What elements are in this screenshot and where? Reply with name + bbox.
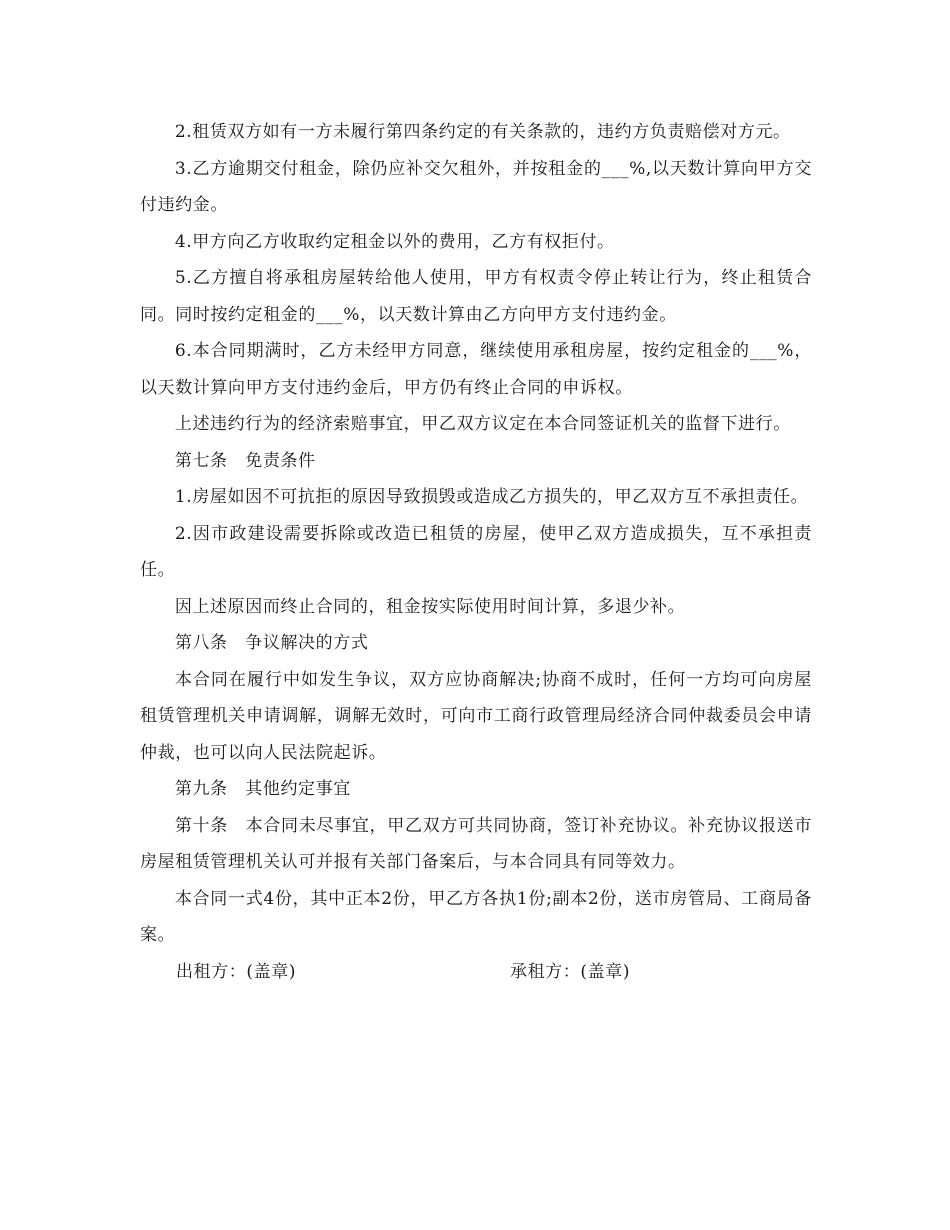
signature-row <box>140 954 812 991</box>
clause-paragraph: 6.本合同期满时，乙方未经甲方同意，继续使用承租房屋，按约定租金的___%，以天数计算向甲方支付违约金后，甲方仍有终止合同的申诉权。 <box>140 341 812 398</box>
document-body <box>140 114 812 990</box>
article-heading: 第九条 其他约定事宜 <box>174 779 351 799</box>
clause-paragraph: 3.乙方逾期交付租金，除仍应补交欠租外，并按租金的___%,以天数计算向甲方交付违约金。 <box>140 158 812 215</box>
lessor-signature: 出租方：(盖章) <box>176 961 297 982</box>
clause-paragraph: 本合同在履行中如发生争议，双方应协商解决;协商不成时，任何一方均可向房屋租赁管理机关申请调解，调解无效时，可向市工商行政管理局经济合同仲裁委员会申请仲裁，也可以向人民法院起诉。 <box>140 669 812 763</box>
clause-paragraph: 第十条 本合同未尽事宜，甲乙双方可共同协商，签订补充协议。补充协议报送市房屋租赁管理机关认可并报有关部门备案后，与本合同具有同等效力。 <box>140 815 812 872</box>
article-heading: 第七条 免责条件 <box>174 450 316 471</box>
clause-paragraph: 2.租赁双方如有一方未履行第四条约定的有关条款的，违约方负责赔偿对方元。 <box>174 122 791 142</box>
clause-paragraph: 2.因市政建设需要拆除或改造已租赁的房屋，使甲乙双方造成损失，互不承担责任。 <box>140 523 812 580</box>
clause-paragraph: 5.乙方擅自将承租房屋转给他人使用，甲方有权责令停止转让行为，终止租赁合同。同时按约定租金的___%，以天数计算由乙方向甲方支付违约金。 <box>140 268 812 325</box>
article-heading: 第八条 争议解决的方式 <box>174 633 369 653</box>
clause-paragraph: 上述违约行为的经济索赔事宜，甲乙双方议定在本合同签证机关的监督下进行。 <box>174 414 791 434</box>
clause-paragraph: 本合同一式4份，其中正本2份，甲乙方各执1份;副本2份，送市房管局、工商局备案。 <box>140 888 812 945</box>
lessee-signature: 承租方：(盖章) <box>510 961 631 982</box>
clause-paragraph: 4.甲方向乙方收取约定租金以外的费用，乙方有权拒付。 <box>174 231 615 252</box>
clause-paragraph: 1.房屋如因不可抗拒的原因导致损毁或造成乙方损失的，甲乙双方互不承担责任。 <box>174 487 809 507</box>
clause-paragraph: 因上述原因而终止合同的，租金按实际使用时间计算，多退少补。 <box>174 596 686 617</box>
